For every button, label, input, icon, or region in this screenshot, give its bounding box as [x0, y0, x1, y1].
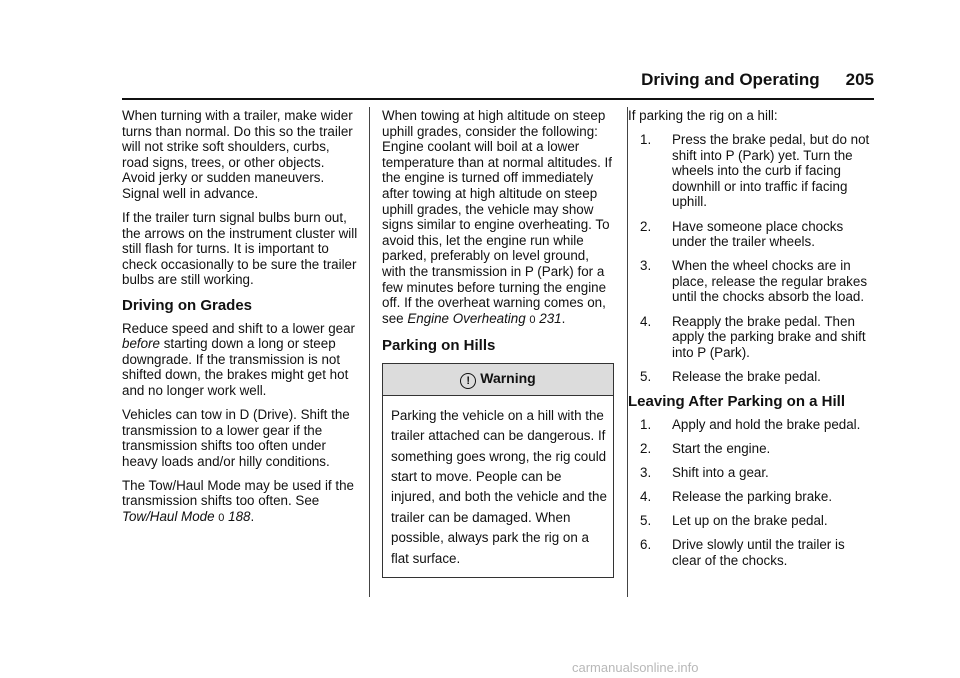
- page-header: [0, 70, 874, 90]
- section-title: Driving and Operating: [641, 70, 820, 89]
- heading-driving-on-grades: Driving on Grades: [122, 296, 253, 314]
- list-item: 3. When the wheel chocks are in place, release the regular brakes until the chocks absorb the load.: [640, 258, 868, 305]
- link-engine-overheating[interactable]: Engine Overheating: [407, 310, 526, 326]
- paragraph-tow-haul: The Tow/Haul Mode may be used if the transmission shifts too often. See Tow/Haul Mode 0 188.: [122, 477, 354, 525]
- list-item: 5. Let up on the brake pedal.: [640, 513, 828, 529]
- paragraph-trailer-turning: When turning with a trailer, make wider turns than normal. Do this so the trailer will not strike soft shoulders, curbs, road signs, trees, or other objects. Avoid jerky or sudden maneuvers. Signal well in advance.: [122, 108, 353, 201]
- page-ref-arrow-icon: 0: [218, 512, 225, 525]
- leaving-steps-list: [628, 417, 876, 569]
- paragraph-reduce-speed: Reduce speed and shift to a lower gear before starting down a long or steep downgrade. If the transmission is not shifted down, the brakes might get hot and no longer work well.: [122, 320, 355, 398]
- column-3: [628, 108, 876, 577]
- list-item: 4. Release the parking brake.: [640, 489, 833, 505]
- warning-header: [383, 364, 613, 396]
- list-item: 2. Have someone place chocks under the trailer wheels.: [640, 218, 844, 250]
- heading-leaving-after-parking: Leaving After Parking on a Hill: [628, 392, 845, 410]
- list-item: 2. Start the engine.: [640, 441, 771, 456]
- warning-title: Warning: [480, 369, 536, 386]
- watermark: carmanualsonline.info: [572, 660, 699, 675]
- paragraph-tow-drive: Vehicles can tow in D (Drive). Shift the transmission to a lower gear if the transmission shifts too often under heavy loads and/or hilly conditions.: [122, 407, 350, 469]
- warning-icon: !: [460, 373, 476, 389]
- paragraph-high-altitude: When towing at high altitude on steep uphill grades, consider the following: Engine coolant will boil at a lower temperature than at normal altitudes. If the engine is turned off immediately after towing at high altitude on steep uphill grades, the vehicle may show signs similar to engine overheating. To avoid this, let the engine run while parked, preferably on level ground, with the transmission in P (Park) for a few minutes before turning the engine off. If the overheat warning comes on, see Engine Overheating 0 231.: [382, 108, 612, 326]
- page-number: 205: [845, 70, 874, 89]
- column-2: [382, 108, 614, 578]
- paragraph-turn-signal: If the trailer turn signal bulbs burn out, the arrows on the instrument cluster will still flash for turns. It is important to check occasionally to be sure the trailer bulbs are still working.: [122, 210, 358, 288]
- column-1: [122, 108, 358, 535]
- link-tow-haul-mode[interactable]: Tow/Haul Mode: [122, 509, 215, 525]
- header-rule: [122, 98, 874, 100]
- list-item: 1. Apply and hold the brake pedal.: [640, 416, 861, 432]
- page-ref-arrow-icon: 0: [529, 313, 536, 326]
- column-divider-1: [369, 107, 370, 597]
- page-ref-231[interactable]: 231: [539, 310, 562, 326]
- list-item: 6. Drive slowly until the trailer is clear of the chocks.: [640, 537, 845, 568]
- list-item: 3. Shift into a gear.: [640, 465, 769, 481]
- warning-text: Parking the vehicle on a hill with the trailer attached can be dangerous. If something goes wrong, the rig could start to move. People can be injured, and both the vehicle and the trailer can be damaged. When possible, always park the rig on a flat surface.: [391, 407, 607, 566]
- list-item: 1. Press the brake pedal, but do not shift into P (Park) yet. Turn the wheels into the curb if facing downhill or into traffic if facing uphill.: [640, 132, 870, 210]
- list-item: 5. Release the brake pedal.: [640, 368, 821, 384]
- parking-steps-list: [628, 132, 876, 384]
- heading-parking-on-hills: Parking on Hills: [382, 336, 496, 354]
- list-item: 4. Reapply the brake pedal. Then apply the parking brake and shift into P (Park).: [640, 313, 866, 360]
- warning-box: [382, 363, 614, 578]
- page-ref-188[interactable]: 188: [228, 509, 251, 525]
- paragraph-hill-intro: If parking the rig on a hill:: [628, 108, 778, 123]
